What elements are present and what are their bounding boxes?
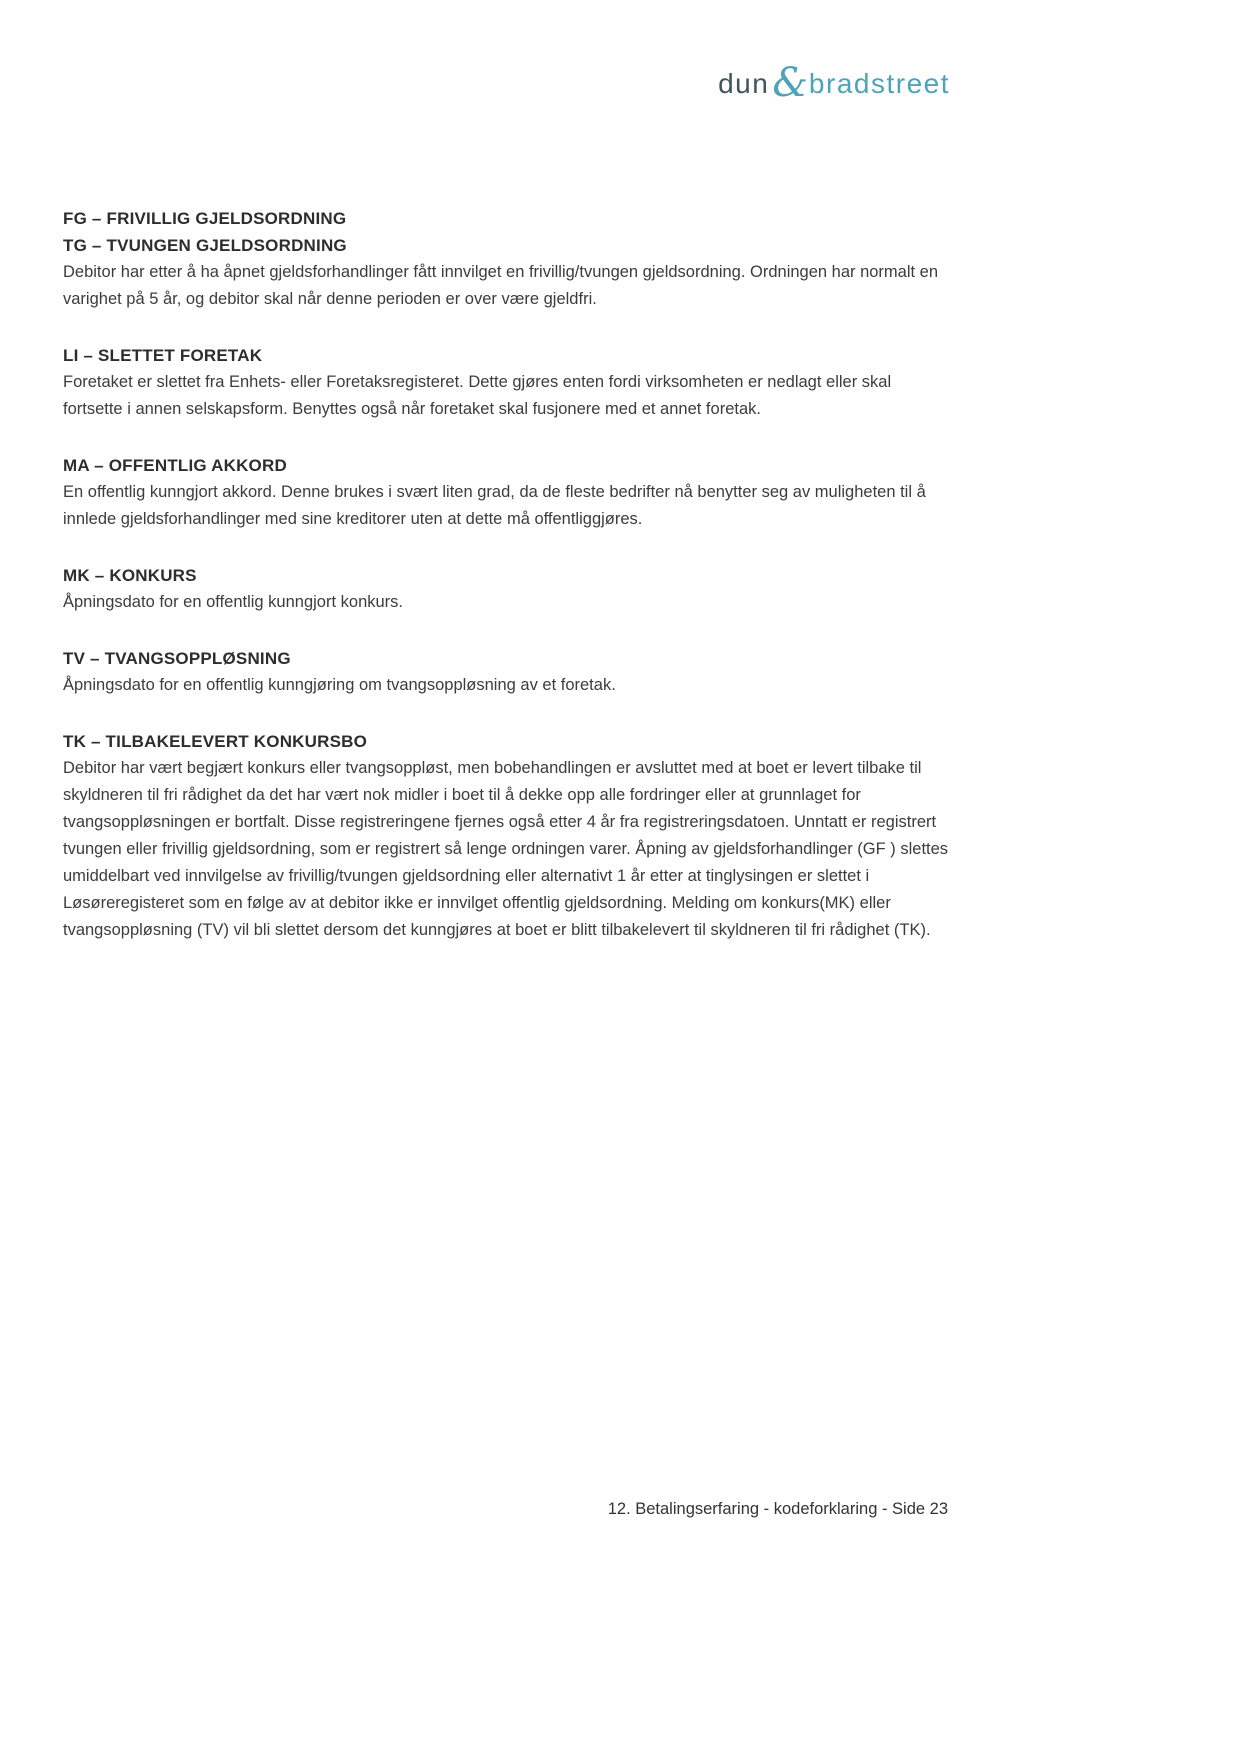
section-heading-li: LI – SLETTET FORETAK — [63, 346, 263, 365]
document-content — [63, 205, 950, 973]
logo-text-bradstreet: bradstreet — [808, 68, 950, 99]
dun-and-bradstreet-logo: dun & bradstreet — [718, 60, 950, 106]
section-heading-mk: MK – KONKURS — [63, 566, 197, 585]
footer-text: 12. Betalingserfaring - kodeforklaring - Side 23 — [607, 1500, 948, 1518]
section-paragraph: Åpningsdato for en offentlig kunngjort konkurs. — [63, 593, 403, 611]
section-paragraph: Debitor har etter å ha åpnet gjeldsforhandlinger fått innvilget en frivillig/tvungen gjeldsordning. Ordningen har normalt en varighet på 5 år, og debitor skal når denne perioden er over være gjeldfri. — [63, 263, 939, 308]
section-heading-fg: FG – FRIVILLIG GJELDSORDNING — [63, 209, 347, 228]
logo-text-dun: dun — [718, 68, 770, 99]
section-heading-tg: TG – TVUNGEN GJELDSORDNING — [63, 236, 347, 255]
section-heading-tk: TK – TILBAKELEVERT KONKURSBO — [63, 732, 368, 751]
section-tk — [63, 728, 950, 944]
section-ma — [63, 452, 950, 533]
section-paragraph: Debitor har vært begjært konkurs eller tvangsoppløst, men bobehandlingen er avsluttet med at boet er levert tilbake til skyldneren til fri rådighet da det har vært nok midler i boet til å dekke opp alle fordringer eller at grunnlaget for tvangsoppløsningen er bortfalt. Disse registreringene fjernes også etter 4 år fra registreringsdatoen. Unntatt er registrert tvungen eller frivillig gjeldsordning, som er registrert så lenge ordningen varer. Åpning av gjeldsforhandlinger (GF ) slettes umiddelbart ved innvilgelse av frivillig/tvungen gjeldsordning eller alternativt 1 år etter at tinglysingen er slettet i Løsøreregisteret som en følge av at debitor ikke er innvilget offentlig gjeldsordning. Melding om konkurs(MK) eller tvangsoppløsning (TV) vil bli slettet dersom det kunngjøres at boet er blitt tilbakelevert til skyldneren til fri rådighet (TK). — [63, 759, 949, 939]
section-paragraph: En offentlig kunngjort akkord. Denne brukes i svært liten grad, da de fleste bedrifter nå benytter seg av muligheten til å innlede gjeldsforhandlinger med sine kreditorer uten at dette må offentliggjøres. — [63, 483, 926, 528]
section-heading-tv: TV – TVANGSOPPLØSNING — [63, 649, 291, 668]
section-mk — [63, 562, 950, 616]
page-footer — [608, 1500, 948, 1519]
section-heading-ma: MA – OFFENTLIG AKKORD — [63, 456, 287, 475]
section-tv — [63, 645, 950, 699]
section-paragraph: Foretaket er slettet fra Enhets- eller Foretaksregisteret. Dette gjøres enten fordi virksomheten er nedlagt eller skal fortsette i annen selskapsform. Benyttes også når foretaket skal fusjonere med et annet foretak. — [63, 373, 892, 418]
section-li — [63, 342, 950, 423]
section-paragraph: Åpningsdato for en offentlig kunngjøring om tvangsoppløsning av et foretak. — [63, 676, 616, 694]
section-fg-tg — [63, 205, 950, 313]
